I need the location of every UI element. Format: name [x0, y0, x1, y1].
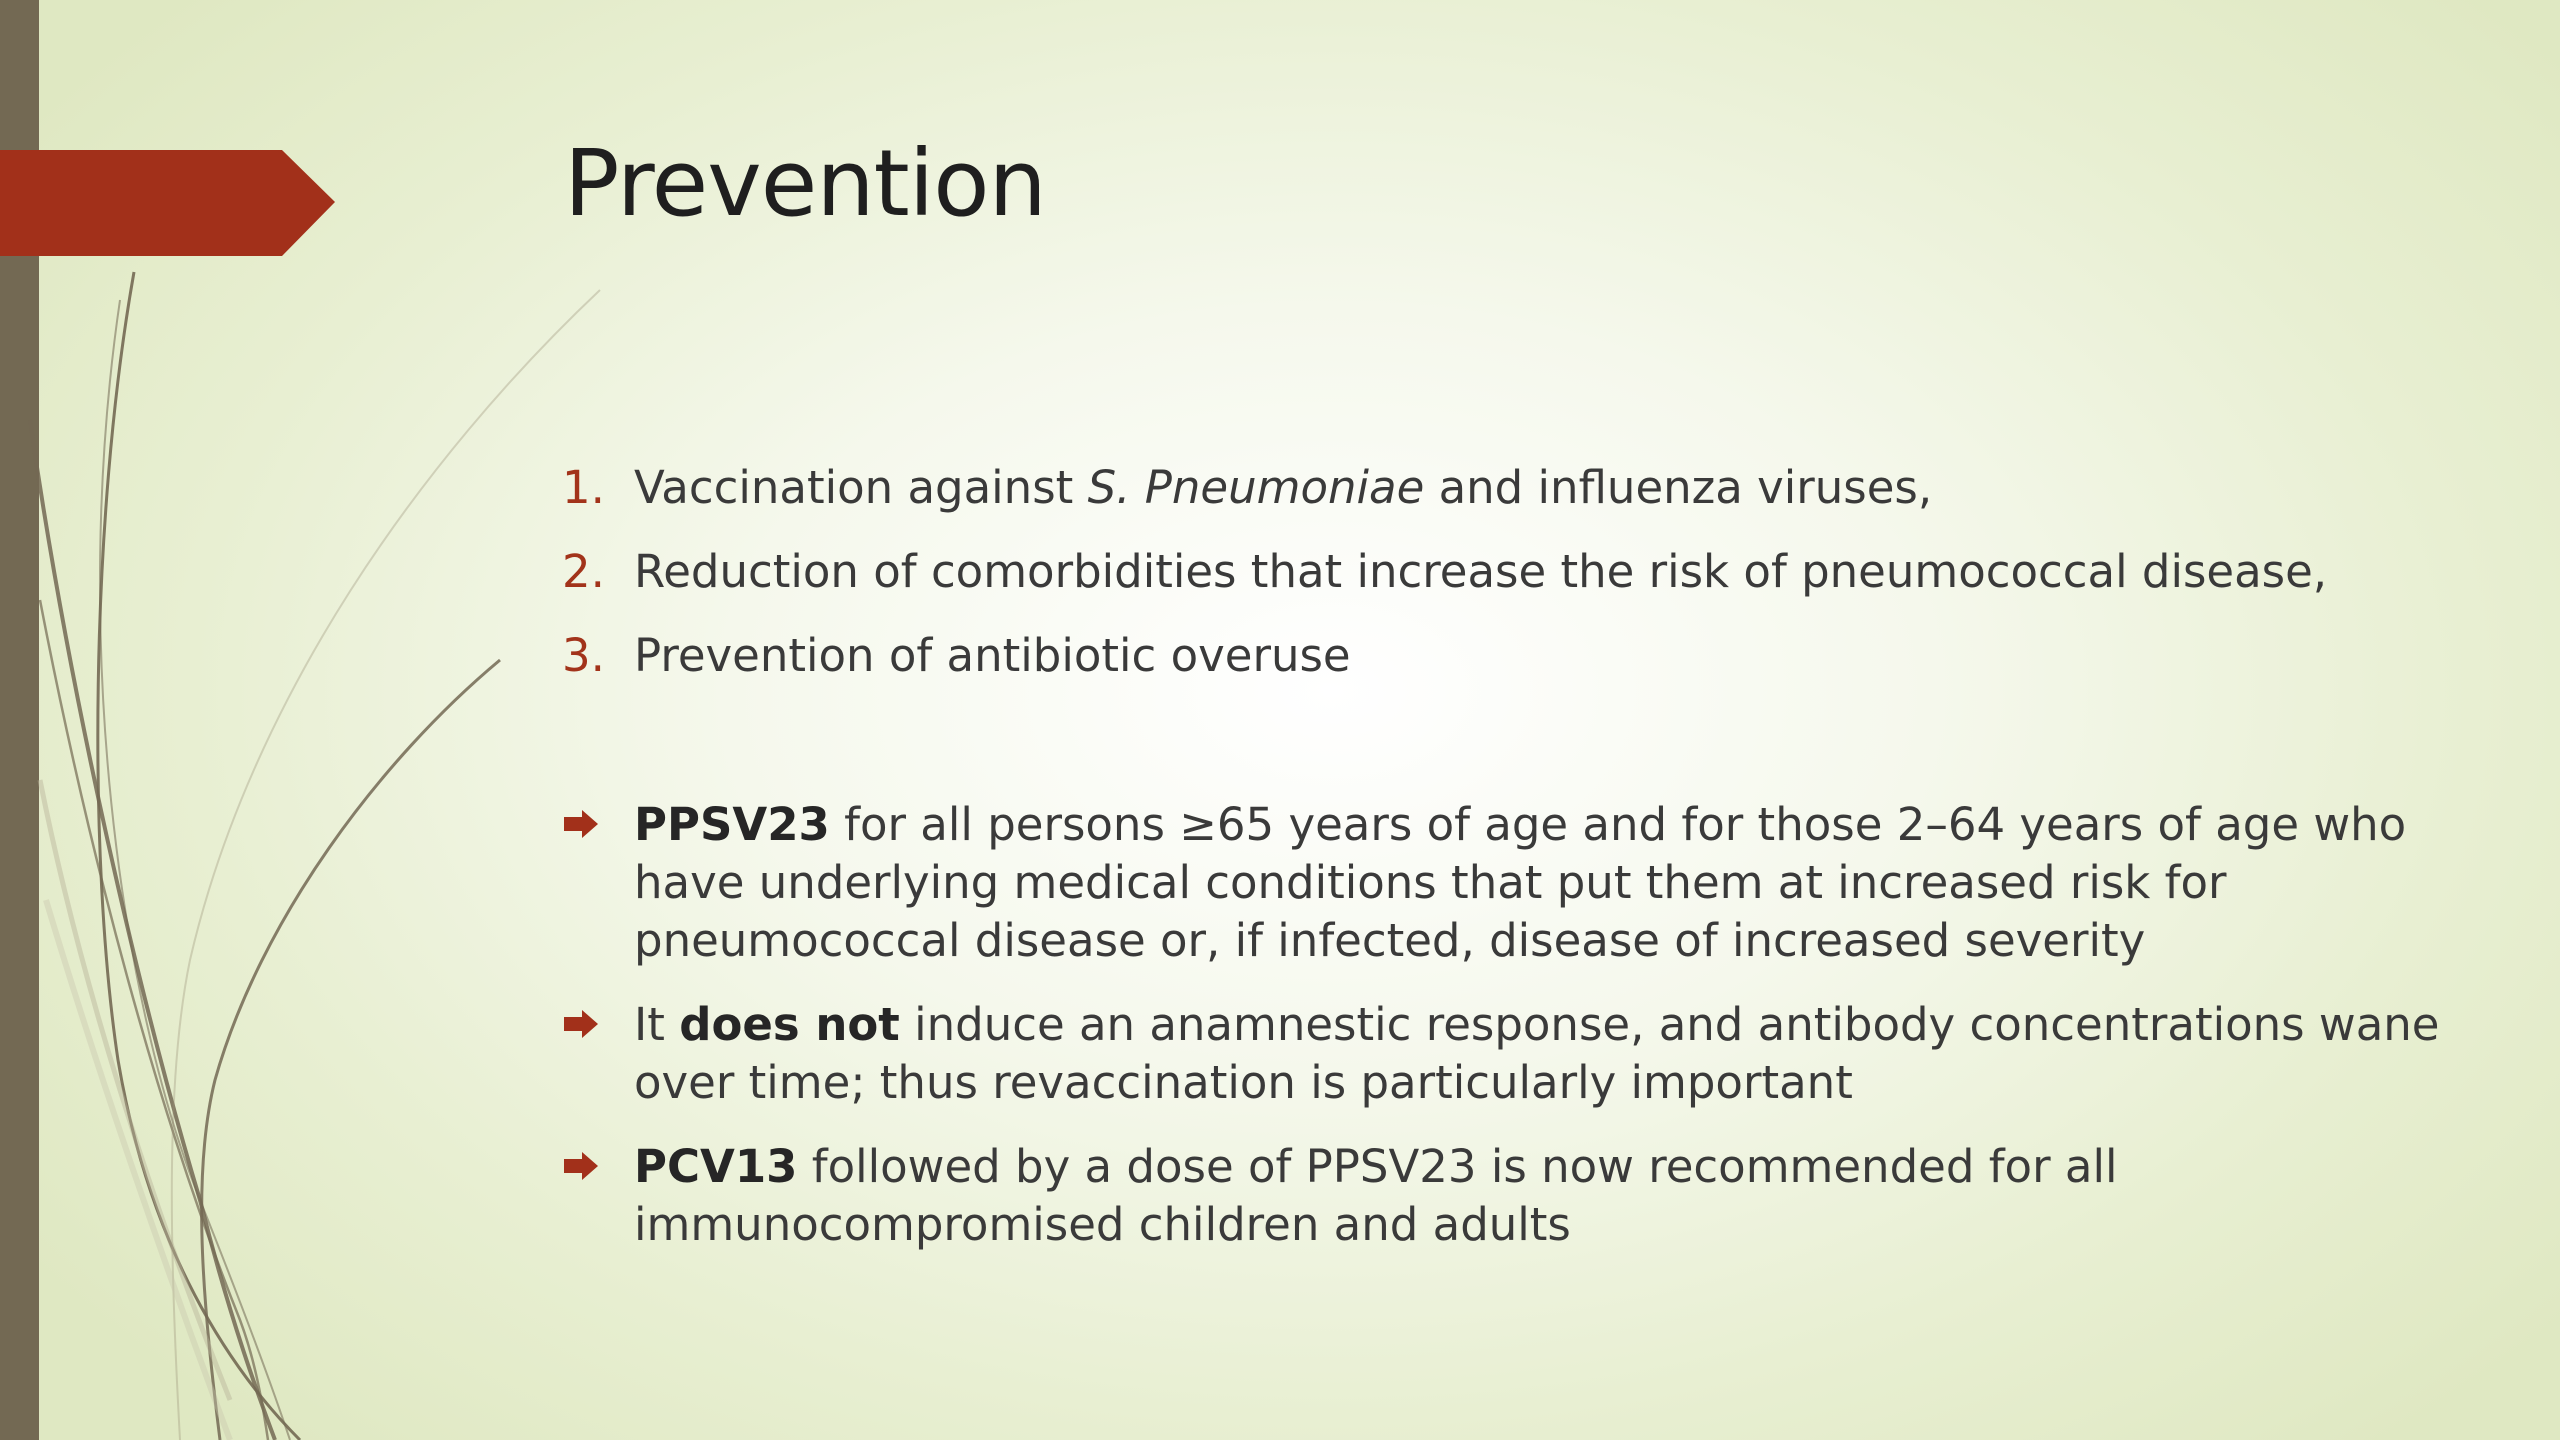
list-item: [562, 628, 2462, 684]
list-text: Reduction of comorbidities that increase the risk of pneumococcal disease,: [634, 545, 2328, 598]
bullet-text-pre: It: [634, 998, 680, 1051]
list-number: 2.: [562, 545, 605, 598]
arrow-bullet-icon: [564, 1010, 598, 1038]
list-text-italic: S. Pneumoniae: [1087, 461, 1425, 514]
bullet-text: for all persons ≥65 years of age and for those 2–64 years of age who have underlying medical conditions that put them at increased risk for pneumococcal disease or, if infected, disease of increased severity: [634, 798, 2407, 967]
bullet-list: [562, 796, 2452, 1280]
title-chevron-tag: [0, 150, 335, 256]
arrow-bullet-icon: [564, 810, 598, 838]
bullet-item: [562, 1138, 2452, 1254]
slide-title: Prevention: [564, 130, 1046, 237]
list-text-post: and influenza viruses,: [1424, 461, 1933, 514]
arrow-bullet-icon: [564, 1152, 598, 1180]
list-number: 1.: [562, 461, 605, 514]
bullet-item: [562, 996, 2452, 1112]
bullet-bold-text: PPSV23: [634, 798, 830, 851]
list-number: 3.: [562, 629, 605, 682]
list-text: Prevention of antibiotic overuse: [634, 629, 1351, 682]
list-text-pre: Vaccination against: [634, 461, 1088, 514]
bullet-text: followed by a dose of PPSV23 is now recommended for all immunocompromised children and adults: [634, 1140, 2118, 1251]
bullet-bold-text: PCV13: [634, 1140, 798, 1193]
bullet-text: induce an anamnestic response, and antibody concentrations wane over time; thus revaccination is particularly important: [634, 998, 2440, 1109]
bullet-item: [562, 796, 2452, 970]
list-item: [562, 460, 2462, 516]
bullet-bold-text: does not: [679, 998, 900, 1051]
numbered-list: [562, 460, 2462, 712]
list-item: [562, 544, 2462, 600]
